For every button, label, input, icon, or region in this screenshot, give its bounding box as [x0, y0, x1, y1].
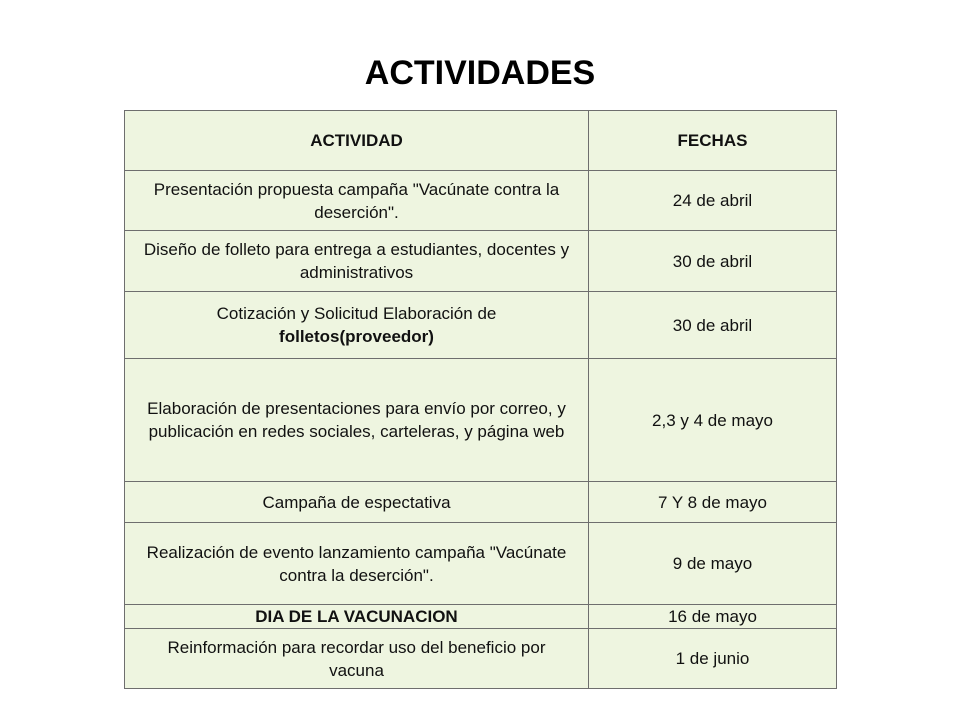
column-header-actividad: ACTIVIDAD: [125, 111, 589, 171]
activity-cell: Reinformación para recordar uso del beneficio por vacuna: [125, 629, 589, 689]
table-row: [125, 292, 837, 359]
activity-cell: Campaña de espectativa: [125, 482, 589, 523]
table-row: [125, 171, 837, 231]
date-cell: 7 Y 8 de mayo: [589, 482, 837, 523]
date-cell: 1 de junio: [589, 629, 837, 689]
date-cell: 2,3 y 4 de mayo: [589, 359, 837, 482]
activity-cell: Presentación propuesta campaña "Vacúnate contra la deserción".: [125, 171, 589, 231]
date-cell: 9 de mayo: [589, 523, 837, 605]
table-row: [125, 359, 837, 482]
activity-cell: [125, 292, 589, 359]
column-header-fechas: FECHAS: [589, 111, 837, 171]
activity-text-bold: folletos(proveedor): [279, 327, 434, 346]
date-cell: 30 de abril: [589, 292, 837, 359]
table-row: [125, 482, 837, 523]
table-row: [125, 605, 837, 629]
date-cell: 24 de abril: [589, 171, 837, 231]
activity-cell: Elaboración de presentaciones para envío por correo, y publicación en redes sociales, carteleras, y página web: [125, 359, 589, 482]
activity-cell: Diseño de folleto para entrega a estudiantes, docentes y administrativos: [125, 231, 589, 292]
activities-table: [124, 110, 837, 689]
table-row: [125, 231, 837, 292]
activity-cell: DIA DE LA VACUNACION: [125, 605, 589, 629]
table-row: [125, 629, 837, 689]
table-row: [125, 523, 837, 605]
date-cell: 16 de mayo: [589, 605, 837, 629]
date-cell: 30 de abril: [589, 231, 837, 292]
activity-cell: Realización de evento lanzamiento campaña "Vacúnate contra la deserción".: [125, 523, 589, 605]
activity-text: Cotización y Solicitud Elaboración de: [216, 304, 497, 323]
page-title: ACTIVIDADES: [364, 54, 596, 92]
table-header-row: [125, 111, 837, 171]
